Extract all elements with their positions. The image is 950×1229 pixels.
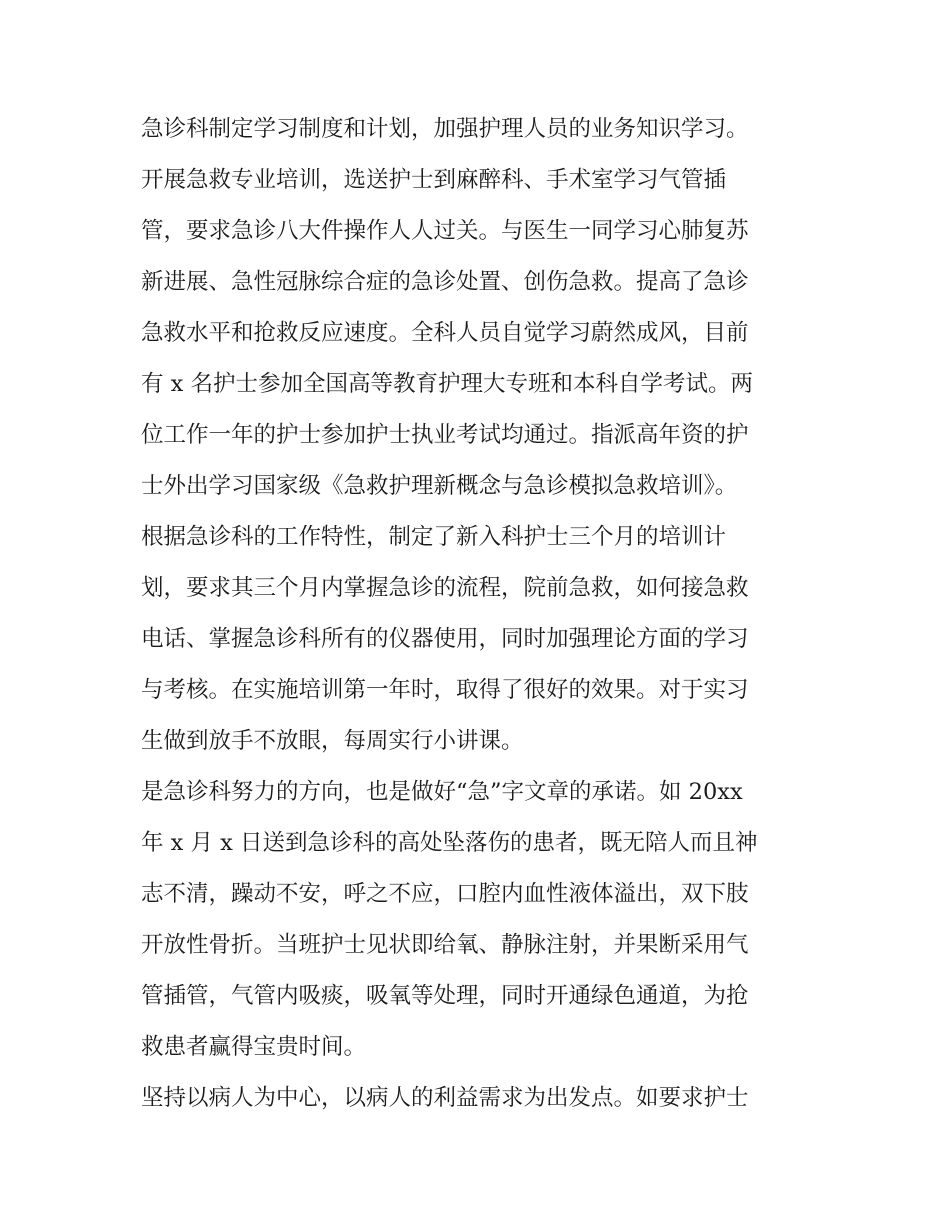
text-line: 电话、掌握急诊科所有的仪器使用，同时加强理论方面的学习: [141, 626, 749, 652]
text-line: 是急诊科努力的方向，也是做好“急”字文章的承诺。如 20xx: [141, 779, 743, 805]
text-line: 开放性骨折。当班护士见状即给氧、静脉注射，并果断采用气: [141, 932, 749, 958]
text-line: 开展急救专业培训，选送护士到麻醉科、手术室学习气管插: [141, 167, 727, 193]
text-line: 有 x 名护士参加全国高等教育护理大专班和本科自学考试。两: [141, 371, 753, 397]
text-line: 志不清，躁动不安，呼之不应，口腔内血性液体溢出，双下肢: [141, 881, 749, 907]
text-line: 新进展、急性冠脉综合症的急诊处置、创伤急救。提高了急诊: [141, 269, 749, 295]
text-line: 管，要求急诊八大件操作人人过关。与医生一同学习心肺复苏: [141, 218, 749, 244]
text-line: 年 x 月 x 日送到急诊科的高处坠落伤的患者，既无陪人而且神: [141, 830, 758, 856]
text-line: 急救水平和抢救反应速度。全科人员自觉学习蔚然成风，目前: [141, 320, 749, 346]
text-line: 救患者赢得宝贵时间。: [141, 1034, 367, 1060]
text-line: 生做到放手不放眼，每周实行小讲课。: [141, 728, 524, 754]
text-line: 与考核。在实施培训第一年时，取得了很好的效果。对于实习: [141, 677, 749, 703]
body-text: [141, 104, 831, 1124]
text-line: 士外出学习国家级《急救护理新概念与急诊模拟急救培训》。: [141, 473, 738, 499]
text-line: 坚持以病人为中心，以病人的利益需求为出发点。如要求护士: [141, 1085, 749, 1111]
text-line: 根据急诊科的工作特性，制定了新入科护士三个月的培训计: [141, 524, 727, 550]
text-line: 划，要求其三个月内掌握急诊的流程，院前急救，如何接急救: [141, 575, 749, 601]
text-line: 管插管，气管内吸痰，吸氧等处理，同时开通绿色通道，为抢: [141, 983, 749, 1009]
text-line: 急诊科制定学习制度和计划，加强护理人员的业务知识学习。: [141, 116, 749, 142]
text-line: 位工作一年的护士参加护士执业考试均通过。指派高年资的护: [141, 422, 749, 448]
